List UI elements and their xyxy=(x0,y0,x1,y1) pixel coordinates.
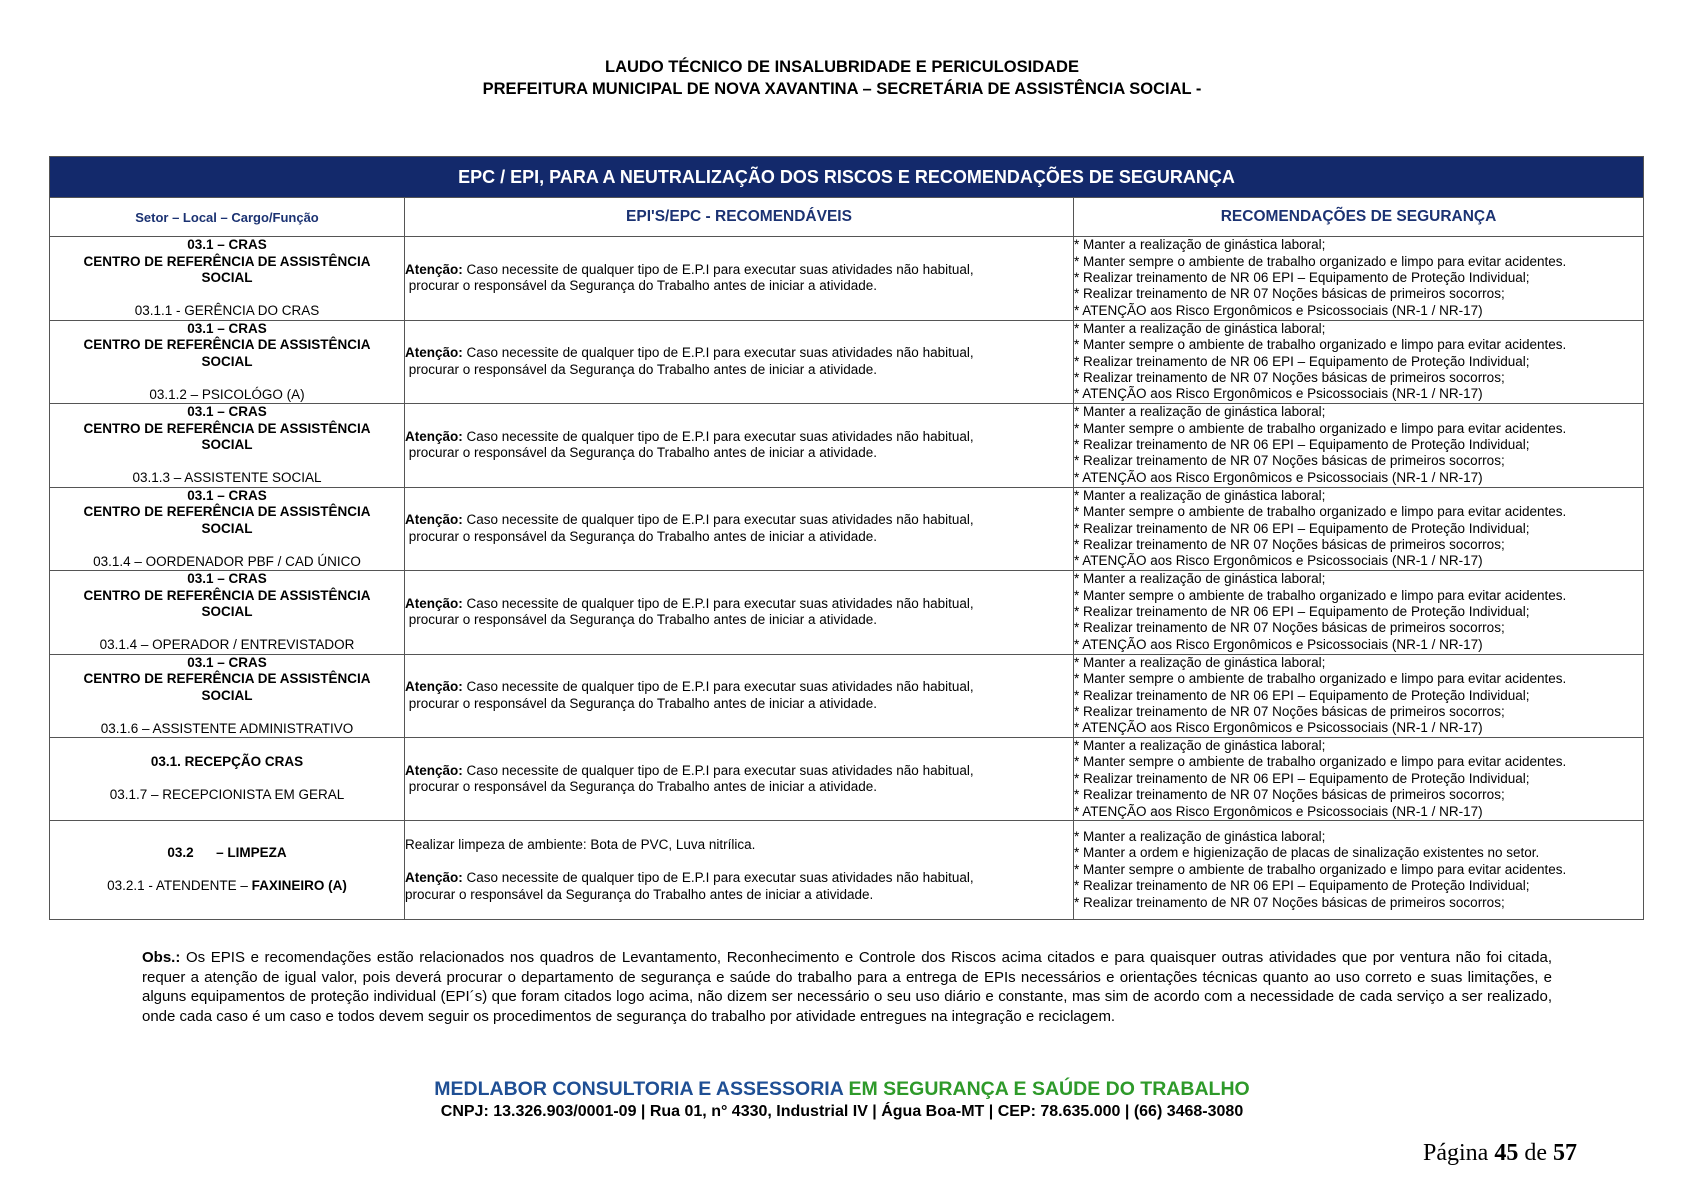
recommendation-item: * Realizar treinamento de NR 07 Noções básicas de primeiros socorros; xyxy=(1074,286,1505,302)
recommendation-item: * ATENÇÃO aos Risco Ergonômicos e Psicossociais (NR-1 / NR-17) xyxy=(1074,720,1483,736)
epi-note: Atenção: Caso necessite de qualquer tipo de E.P.I para executar suas atividades não habitual, xyxy=(405,679,974,695)
recommendation-item: * Realizar treinamento de NR 07 Noções básicas de primeiros socorros; xyxy=(1074,894,1505,910)
recommendation-item: * Realizar treinamento de NR 06 EPI – Equipamento de Proteção Individual; xyxy=(1074,604,1530,620)
recommendation-item: * Realizar treinamento de NR 07 Noções básicas de primeiros socorros; xyxy=(1074,369,1505,385)
epi-cell xyxy=(405,738,1074,821)
recommendation-item: * ATENÇÃO aos Risco Ergonômicos e Psicossociais (NR-1 / NR-17) xyxy=(1074,553,1483,569)
recommendation-item: * Manter a realização de ginástica laboral; xyxy=(1074,320,1326,336)
sector-name: CENTRO DE REFERÊNCIA DE ASSISTÊNCIA xyxy=(83,587,371,603)
sector-cell xyxy=(50,738,405,821)
epi-note-cont: procurar o responsável da Segurança do Trabalho antes de iniciar a atividade. xyxy=(405,695,878,711)
recommendation-item: * Manter a realização de ginástica laboral; xyxy=(1074,571,1326,587)
table-body xyxy=(50,237,1644,821)
sector-name: 03.1 – CRAS xyxy=(187,320,267,336)
table-row-limpeza xyxy=(50,821,1644,920)
recommendation-item: * Manter sempre o ambiente de trabalho organizado e limpo para evitar acidentes. xyxy=(1074,861,1567,877)
recommendation-item: * ATENÇÃO aos Risco Ergonômicos e Psicossociais (NR-1 / NR-17) xyxy=(1074,386,1483,402)
epi-cell xyxy=(405,237,1074,321)
sector-name: SOCIAL xyxy=(201,520,253,536)
sector-name: 03.1. RECEPÇÃO CRAS xyxy=(150,754,304,770)
epi-cell xyxy=(405,404,1074,488)
sector-cell xyxy=(50,404,405,488)
recommendation-item: * Realizar treinamento de NR 06 EPI – Equipamento de Proteção Individual; xyxy=(1074,270,1530,286)
recommendation-item: * Manter a realização de ginástica laboral; xyxy=(1074,738,1326,753)
sector-cell xyxy=(50,237,405,321)
epi-cell xyxy=(405,654,1074,738)
sector-name: SOCIAL xyxy=(201,437,253,452)
epi-note: Atenção: Caso necessite de qualquer tipo de E.P.I para executar suas atividades não habitual, xyxy=(405,428,974,444)
epi-note: Atenção: Caso necessite de qualquer tipo de E.P.I para executar suas atividades não habitual, xyxy=(405,261,974,277)
recommendation-item: * Realizar treinamento de NR 07 Noções básicas de primeiros socorros; xyxy=(1074,703,1505,719)
sector-cell xyxy=(50,571,405,655)
epi-cell xyxy=(405,821,1074,920)
page-number: Página 45 de 57 xyxy=(1423,1140,1577,1166)
epi-note: Atenção: Caso necessite de qualquer tipo de E.P.I para executar suas atividades não habitual, xyxy=(405,762,974,778)
epi-cell xyxy=(405,320,1074,404)
epi-note-cont: procurar o responsável da Segurança do Trabalho antes de iniciar a atividade. xyxy=(405,361,878,377)
role-name: 03.1.2 – PSICOLÓGO (A) xyxy=(149,386,305,402)
recommendation-item: * Manter sempre o ambiente de trabalho organizado e limpo para evitar acidentes. xyxy=(1074,253,1567,269)
recommendation-item: * Realizar treinamento de NR 06 EPI – Equipamento de Proteção Individual; xyxy=(1074,437,1530,453)
epi-note: Atenção: Caso necessite de qualquer tipo de E.P.I para executar suas atividades não habitual, xyxy=(405,870,974,886)
sector-name: SOCIAL xyxy=(201,270,253,285)
epi-note-cont: procurar o responsável da Segurança do Trabalho antes de iniciar a atividade. xyxy=(405,886,874,902)
epi-note: Atenção: Caso necessite de qualquer tipo de E.P.I para executar suas atividades não habitual, xyxy=(405,512,974,528)
recommendations-cell xyxy=(1074,487,1644,571)
observation-text: Os EPIS e recomendações estão relacionados nos quadros de Levantamento, Reconhecimento e Controle dos Riscos acima citados e para quaisquer outras atividades que por ventura não foi citada, requer a atenção de igual valor, pois deverá procurar o departamento de segurança e saúde do trabalho para a entrega de EPIs necessários e orientações técnicas quanto ao uso correto e suas limitações, e alguns equipamentos de proteção individual (EPI´s) que foram citados logo acima, não dizem ser necessário o seu uso diário e constante, mas sim de acordo com a necessidade de cada serviço a ser realizado, onde cada caso é um caso e todos devem seguir os procedimentos de segurança do trabalho por atividade entregues na integração e reciclagem. xyxy=(142,949,1552,1025)
role-name: 03.1.3 – ASSISTENTE SOCIAL xyxy=(132,470,322,485)
recommendation-item: * Manter a realização de ginástica laboral; xyxy=(1074,404,1326,420)
observation-label: Obs.: xyxy=(142,949,181,966)
epi-note-cont: procurar o responsável da Segurança do Trabalho antes de iniciar a atividade. xyxy=(405,445,878,461)
sector-name: 03.1 – CRAS xyxy=(187,654,267,670)
sector-cell xyxy=(50,821,405,920)
table-row xyxy=(50,738,1644,821)
epi-note: Atenção: Caso necessite de qualquer tipo de E.P.I para executar suas atividades não habitual, xyxy=(405,345,974,361)
epi-table xyxy=(49,156,1644,920)
recommendations-cell xyxy=(1074,320,1644,404)
role-name: 03.1.4 – OORDENADOR PBF / CAD ÚNICO xyxy=(93,553,361,569)
sector-name: CENTRO DE REFERÊNCIA DE ASSISTÊNCIA xyxy=(83,420,371,436)
recommendation-item: * Manter a realização de ginástica laboral; xyxy=(1074,487,1326,503)
epi-note-cont: procurar o responsável da Segurança do Trabalho antes de iniciar a atividade. xyxy=(405,779,878,795)
recommendation-item: * ATENÇÃO aos Risco Ergonômicos e Psicossociais (NR-1 / NR-17) xyxy=(1074,302,1483,318)
table-row xyxy=(50,571,1644,655)
document-title: LAUDO TÉCNICO DE INSALUBRIDADE E PERICULOSIDADE xyxy=(605,58,1079,76)
recommendation-item: * Manter sempre o ambiente de trabalho organizado e limpo para evitar acidentes. xyxy=(1074,671,1567,687)
company-address: CNPJ: 13.326.903/0001-09 | Rua 01, n° 4330, Industrial IV | Água Boa-MT | CEP: 78.635.000 | (66) 3468-3080 xyxy=(440,1103,1244,1120)
column-header-epi: EPI'S/EPC - RECOMENDÁVEIS xyxy=(405,198,1074,237)
table-title: EPC / EPI, PARA A NEUTRALIZAÇÃO DOS RISCOS E RECOMENDAÇÕES DE SEGURANÇA xyxy=(50,157,1644,198)
document-header xyxy=(0,56,1684,100)
recommendation-item: * Manter a realização de ginástica laboral; xyxy=(1074,829,1326,845)
observation-note xyxy=(142,948,1552,1026)
recommendation-item: * Realizar treinamento de NR 06 EPI – Equipamento de Proteção Individual; xyxy=(1074,520,1530,536)
recommendation-item: * Manter sempre o ambiente de trabalho organizado e limpo para evitar acidentes. xyxy=(1074,337,1567,353)
role-name: 03.1.4 – OPERADOR / ENTREVISTADOR xyxy=(99,637,355,652)
recommendation-item: * Manter a realização de ginástica laboral; xyxy=(1074,654,1326,670)
footer xyxy=(0,1077,1684,1123)
role-name: 03.1.7 – RECEPCIONISTA EM GERAL xyxy=(109,787,345,803)
recommendation-item: * Manter a ordem e higienização de placas de sinalização existentes no setor. xyxy=(1074,845,1540,861)
epi-note: Atenção: Caso necessite de qualquer tipo de E.P.I para executar suas atividades não habitual, xyxy=(405,595,974,611)
recommendations-cell xyxy=(1074,237,1644,321)
recommendation-item: * Manter sempre o ambiente de trabalho organizado e limpo para evitar acidentes. xyxy=(1074,504,1567,520)
recommendations-cell xyxy=(1074,821,1644,920)
role-name: 03.1.1 - GERÊNCIA DO CRAS xyxy=(134,303,320,318)
recommendation-item: * Manter sempre o ambiente de trabalho organizado e limpo para evitar acidentes. xyxy=(1074,754,1567,770)
recommendation-item: * Realizar treinamento de NR 07 Noções básicas de primeiros socorros; xyxy=(1074,787,1505,803)
epi-intro: Realizar limpeza de ambiente: Bota de PVC, Luva nitrílica. xyxy=(405,837,756,853)
recommendation-item: * ATENÇÃO aos Risco Ergonômicos e Psicossociais (NR-1 / NR-17) xyxy=(1074,803,1483,819)
column-header-sector: Setor – Local – Cargo/Função xyxy=(50,198,405,237)
epi-note-cont: procurar o responsável da Segurança do Trabalho antes de iniciar a atividade. xyxy=(405,278,878,294)
table-row xyxy=(50,654,1644,738)
sector-name: 03.2 – LIMPEZA xyxy=(167,845,287,861)
sector-name: SOCIAL xyxy=(201,687,253,703)
sector-name: CENTRO DE REFERÊNCIA DE ASSISTÊNCIA xyxy=(83,253,371,269)
sector-name: SOCIAL xyxy=(201,353,253,369)
recommendations-cell xyxy=(1074,404,1644,488)
recommendations-cell xyxy=(1074,571,1644,655)
column-header-recommendations: RECOMENDAÇÕES DE SEGURANÇA xyxy=(1074,198,1644,237)
recommendation-item: * Manter sempre o ambiente de trabalho organizado e limpo para evitar acidentes. xyxy=(1074,587,1567,603)
sector-name: CENTRO DE REFERÊNCIA DE ASSISTÊNCIA xyxy=(83,504,371,519)
epi-cell xyxy=(405,571,1074,655)
recommendation-item: * Realizar treinamento de NR 07 Noções básicas de primeiros socorros; xyxy=(1074,453,1505,469)
document-subtitle: PREFEITURA MUNICIPAL DE NOVA XAVANTINA – SECRETÁRIA DE ASSISTÊNCIA SOCIAL - xyxy=(482,80,1202,98)
company-name: MEDLABOR CONSULTORIA E ASSESSORIA EM SEGURANÇA E SAÚDE DO TRABALHO xyxy=(434,1078,1250,1100)
sector-name: CENTRO DE REFERÊNCIA DE ASSISTÊNCIA xyxy=(83,671,371,686)
sector-cell xyxy=(50,487,405,571)
recommendation-item: * Realizar treinamento de NR 06 EPI – Equipamento de Proteção Individual; xyxy=(1074,878,1530,894)
sector-name: 03.1 – CRAS xyxy=(187,571,267,586)
sector-name: SOCIAL xyxy=(201,604,253,619)
sector-name: 03.1 – CRAS xyxy=(187,237,267,252)
recommendations-cell xyxy=(1074,738,1644,821)
table-row xyxy=(50,237,1644,321)
epi-note-cont: procurar o responsável da Segurança do Trabalho antes de iniciar a atividade. xyxy=(405,612,878,628)
sector-name: 03.1 – CRAS xyxy=(187,404,267,419)
role-name: 03.1.6 – ASSISTENTE ADMINISTRATIVO xyxy=(100,720,354,736)
epi-note-cont: procurar o responsável da Segurança do Trabalho antes de iniciar a atividade. xyxy=(405,528,878,544)
table-row xyxy=(50,404,1644,488)
table-row xyxy=(50,487,1644,571)
recommendation-item: * Realizar treinamento de NR 06 EPI – Equipamento de Proteção Individual; xyxy=(1074,687,1530,703)
recommendation-item: * ATENÇÃO aos Risco Ergonômicos e Psicossociais (NR-1 / NR-17) xyxy=(1074,469,1483,485)
sector-name: CENTRO DE REFERÊNCIA DE ASSISTÊNCIA xyxy=(83,337,371,352)
recommendation-item: * Manter sempre o ambiente de trabalho organizado e limpo para evitar acidentes. xyxy=(1074,420,1567,436)
recommendations-cell xyxy=(1074,654,1644,738)
recommendation-item: * Realizar treinamento de NR 06 EPI – Equipamento de Proteção Individual; xyxy=(1074,353,1530,369)
recommendation-item: * Manter a realização de ginástica laboral; xyxy=(1074,237,1326,253)
epi-cell xyxy=(405,487,1074,571)
sector-cell xyxy=(50,654,405,738)
recommendation-item: * Realizar treinamento de NR 06 EPI – Equipamento de Proteção Individual; xyxy=(1074,770,1530,786)
table-row xyxy=(50,320,1644,404)
recommendation-item: * Realizar treinamento de NR 07 Noções básicas de primeiros socorros; xyxy=(1074,620,1505,636)
sector-name: 03.1 – CRAS xyxy=(187,487,267,503)
recommendation-item: * ATENÇÃO aos Risco Ergonômicos e Psicossociais (NR-1 / NR-17) xyxy=(1074,636,1483,652)
role-name: 03.2.1 - ATENDENTE – FAXINEIRO (A) xyxy=(107,878,347,894)
recommendation-item: * Realizar treinamento de NR 07 Noções básicas de primeiros socorros; xyxy=(1074,536,1505,552)
sector-cell xyxy=(50,320,405,404)
